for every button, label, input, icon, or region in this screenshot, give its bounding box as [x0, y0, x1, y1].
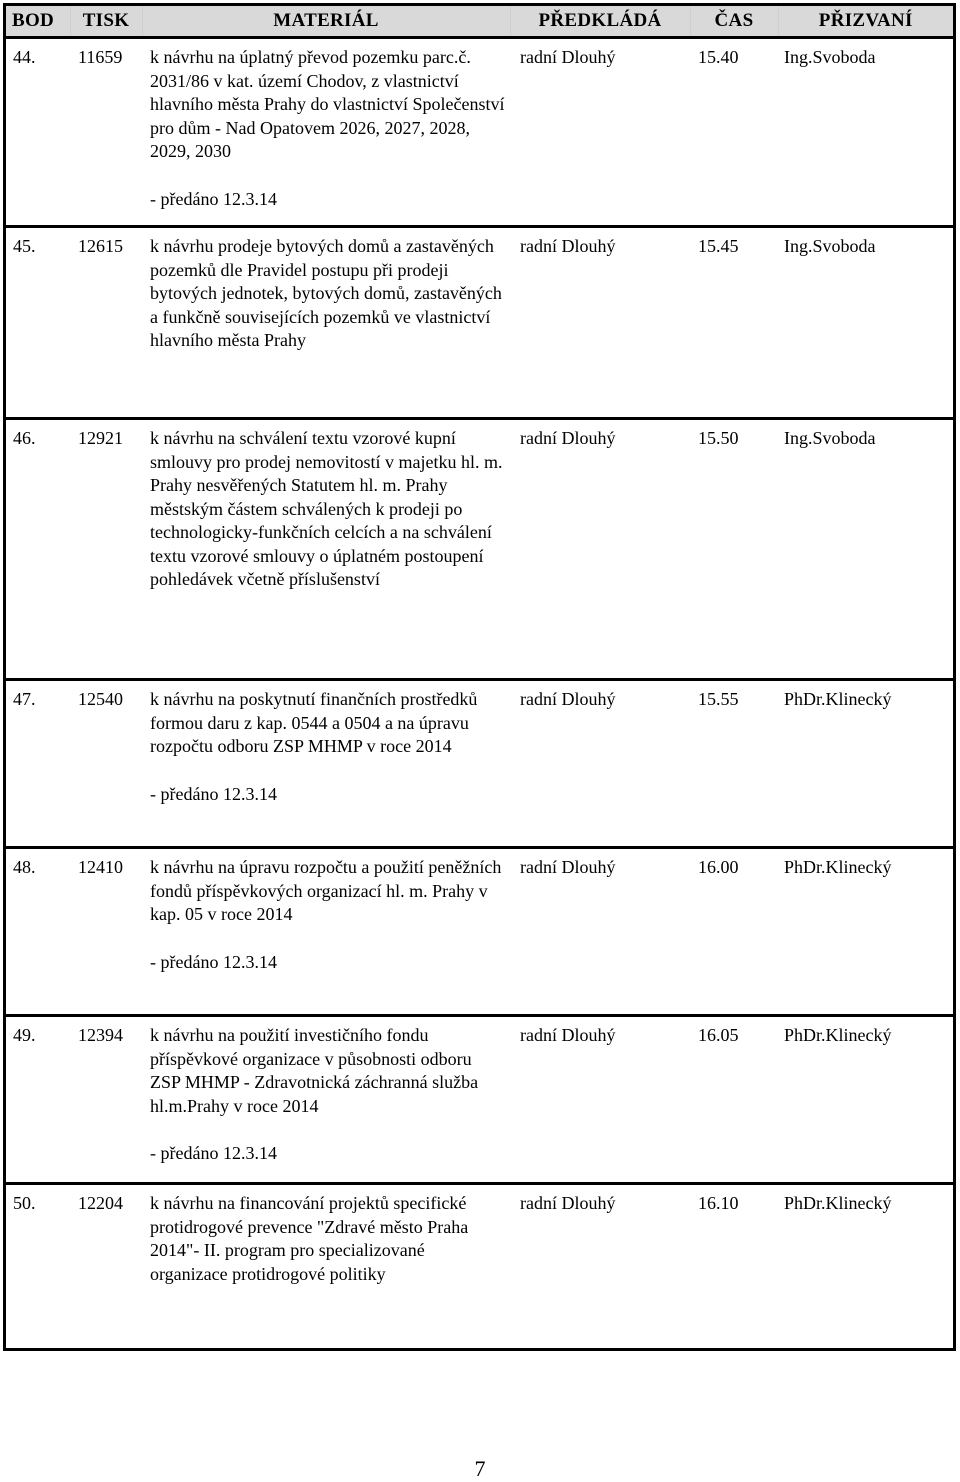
item-material: k návrhu na financování projektů specifické protidrogové prevence "Zdravé město Praha 2014"- II. program pro specializované organizace protidrogové politiky [150, 1193, 469, 1284]
item-predklada: radní Dlouhý [520, 857, 616, 877]
header-predklada: PŘEDKLÁDÁ [510, 6, 690, 38]
agenda-sheet [3, 3, 956, 1351]
item-material: k návrhu na použití investičního fondu příspěvkové organizace v působnosti odboru ZSP MHMP - Zdravotnická záchranná služba hl.m.Prahy v roce 2014 [150, 1025, 479, 1116]
item-predklada: radní Dlouhý [520, 236, 616, 256]
item-tisk: 12204 [78, 1193, 123, 1213]
item-tisk: 12615 [78, 236, 123, 256]
item-note: - předáno 12.3.14 [150, 783, 277, 804]
item-tisk: 12540 [78, 689, 123, 709]
item-bod: 49. [13, 1025, 36, 1045]
item-material-cell [142, 680, 510, 848]
item-bod: 48. [13, 857, 36, 877]
header-row [6, 6, 953, 38]
table-row [6, 1184, 953, 1348]
item-prizvani: PhDr.Klinecký [784, 1193, 892, 1213]
item-tisk: 12921 [78, 428, 123, 448]
header-bod: BOD [6, 6, 70, 38]
item-predklada: radní Dlouhý [520, 428, 616, 448]
item-prizvani: Ing.Svoboda [784, 428, 876, 448]
item-predklada: radní Dlouhý [520, 1025, 616, 1045]
item-material-cell [142, 227, 510, 419]
item-tisk: 12410 [78, 857, 123, 877]
agenda-table [6, 6, 953, 1348]
page-number: 7 [474, 1456, 486, 1481]
item-material-cell [142, 1016, 510, 1184]
item-note: - předáno 12.3.14 [150, 951, 277, 972]
item-cas: 16.05 [698, 1025, 739, 1045]
item-material-cell [142, 38, 510, 227]
item-tisk: 12394 [78, 1025, 123, 1045]
item-material: k návrhu prodeje bytových domů a zastavěných pozemků dle Pravidel postupu při prodeji bytových jednotek, bytových domů, zastavěných a funkčně souvisejících pozemků ve vlastnictví hlavního města Prahy [150, 236, 502, 350]
item-bod: 46. [13, 428, 36, 448]
header-prizvani: PŘIZVANÍ [778, 6, 953, 38]
item-prizvani: PhDr.Klinecký [784, 1025, 892, 1045]
item-material: k návrhu na schválení textu vzorové kupní smlouvy pro prodej nemovitostí v majetku hl. m. Prahy nesvěřených Statutem hl. m. Prahy městským částem schválených k prodeji po technologicky-funkčních celcích a na schválení textu vzorové smlouvy o úplatném postoupení pohledávek včetně příslušenství [150, 428, 503, 589]
item-predklada: radní Dlouhý [520, 47, 616, 67]
table-row [6, 38, 953, 227]
item-note: - předáno 12.3.14 [150, 1143, 277, 1163]
header-tisk: TISK [70, 6, 142, 38]
item-material: k návrhu na poskytnutí finančních prostředků formou daru z kap. 0544 a 0504 a na úpravu rozpočtu odboru ZSP MHMP v roce 2014 [150, 689, 478, 756]
item-material: k návrhu na úplatný převod pozemku parc.č. 2031/86 v kat. území Chodov, z vlastnictví hlavního města Prahy do vlastnictví Společenství pro dům - Nad Opatovem 2026, 2027, 2028, 2029, 2030 [150, 47, 505, 161]
header-cas: ČAS [690, 6, 778, 38]
item-material-cell [142, 419, 510, 680]
item-material: k návrhu na úpravu rozpočtu a použití peněžních fondů příspěvkových organizací hl. m. Prahy v kap. 05 v roce 2014 [150, 857, 502, 924]
item-bod: 50. [13, 1193, 36, 1213]
item-bod: 45. [13, 236, 36, 256]
header-material: MATERIÁL [142, 6, 510, 38]
item-material-cell [142, 1184, 510, 1348]
item-cas: 15.45 [698, 236, 739, 256]
item-prizvani: PhDr.Klinecký [784, 689, 892, 709]
item-predklada: radní Dlouhý [520, 1193, 616, 1213]
item-prizvani: Ing.Svoboda [784, 47, 876, 67]
item-tisk: 11659 [78, 47, 123, 67]
table-row [6, 419, 953, 680]
item-bod: 47. [13, 689, 36, 709]
item-prizvani: Ing.Svoboda [784, 236, 876, 256]
item-cas: 15.50 [698, 428, 739, 448]
table-row [6, 848, 953, 1016]
item-note: - předáno 12.3.14 [150, 188, 277, 209]
table-row [6, 1016, 953, 1184]
table-row [6, 680, 953, 848]
item-cas: 15.40 [698, 47, 739, 67]
table-row [6, 227, 953, 419]
item-prizvani: PhDr.Klinecký [784, 857, 892, 877]
item-cas: 16.10 [698, 1193, 739, 1213]
item-material-cell [142, 848, 510, 1016]
item-bod: 44. [13, 47, 36, 67]
item-cas: 16.00 [698, 857, 739, 877]
item-predklada: radní Dlouhý [520, 689, 616, 709]
item-cas: 15.55 [698, 689, 739, 709]
